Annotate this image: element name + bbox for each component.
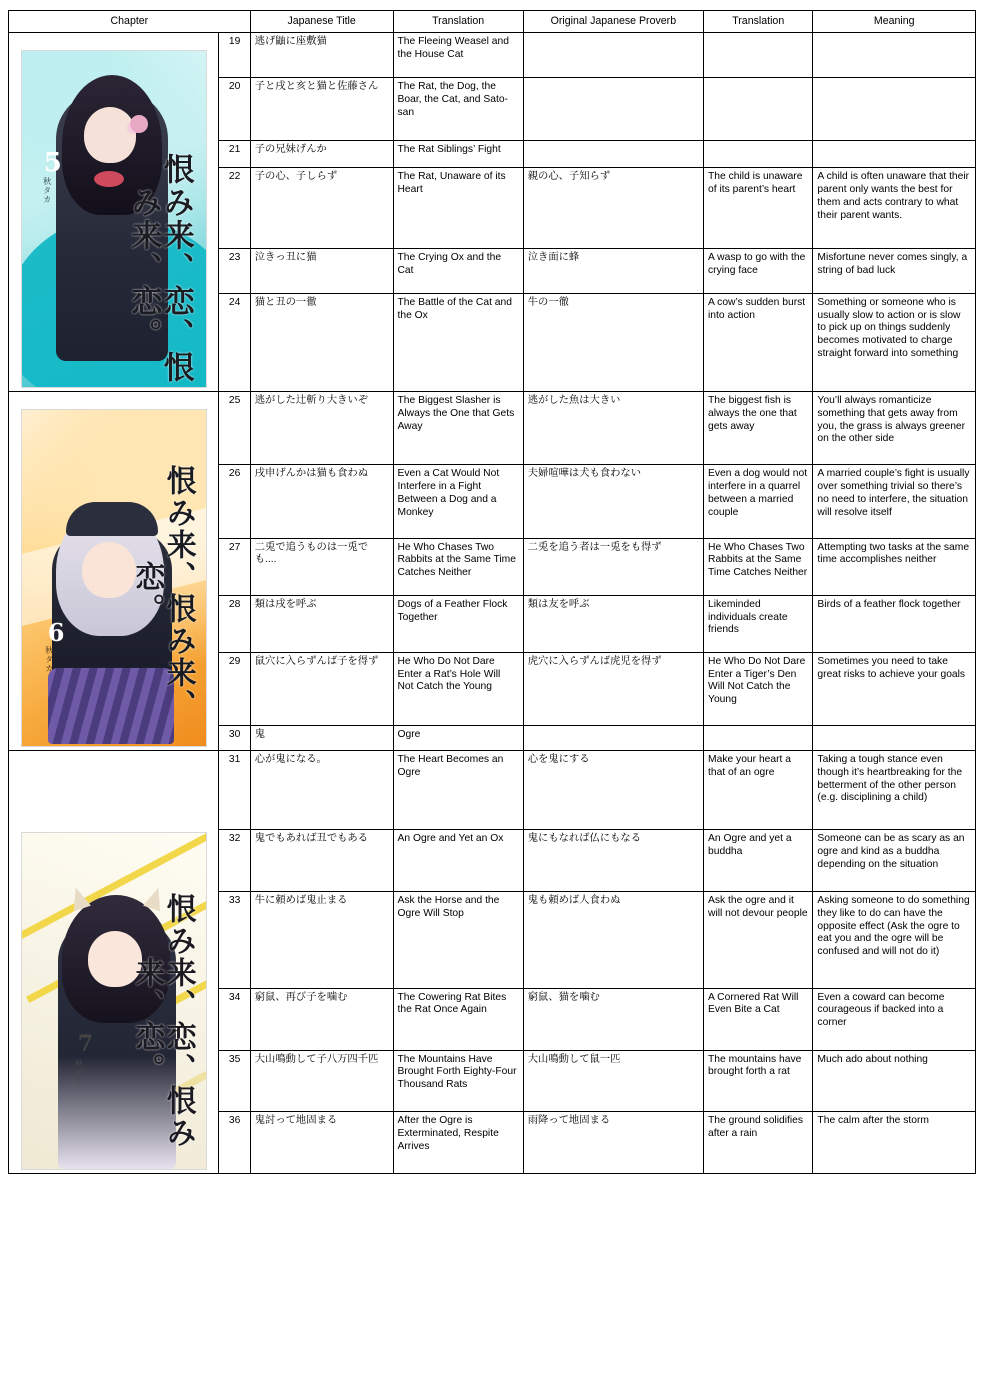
chapter-japanese-title: 大山鳴動して子八万四千匹 <box>250 1050 393 1112</box>
chapter-japanese-title: 逃がした辻斬り大きいぞ <box>250 392 393 465</box>
book-cover-volume-7 <box>21 832 207 1170</box>
chapter-japanese-title: 牛に頼めば鬼止まる <box>250 892 393 989</box>
proverb-meaning: Asking someone to do something they like to do can have the opposite effect (Ask the ogre to eat you and the ogre will be confused and will not do it) <box>813 892 976 989</box>
chapter-japanese-title: 鬼 <box>250 726 393 751</box>
cover-author-name: 秋タカ <box>44 646 54 674</box>
original-proverb: 心を鬼にする <box>523 751 703 830</box>
chapter-number: 24 <box>219 293 250 391</box>
proverb-meaning <box>813 78 976 141</box>
chapter-number: 19 <box>219 33 250 78</box>
original-proverb: 牛の一徹 <box>523 293 703 391</box>
chapter-japanese-title: 心が鬼になる。 <box>250 751 393 830</box>
book-cover-volume-6 <box>21 409 207 747</box>
column-header-translation: Translation <box>393 11 523 33</box>
proverb-translation: Even a dog would not interfere in a quarrel between a married couple <box>704 465 813 538</box>
chapter-number: 34 <box>219 988 250 1050</box>
cover-title-text: 恨み来、恋、恨み来、恋。 <box>129 893 196 1150</box>
chapter-translation: The Fleeing Weasel and the House Cat <box>393 33 523 78</box>
chapter-translation: Dogs of a Feather Flock Together <box>393 595 523 652</box>
proverb-translation <box>704 726 813 751</box>
proverb-meaning: Someone can be as scary as an ogre and kind as a buddha depending on the situation <box>813 830 976 892</box>
column-header-chapter: Chapter <box>9 11 251 33</box>
cover-author-name: 秋タカ <box>74 1059 84 1087</box>
table-row <box>9 33 976 78</box>
chapter-japanese-title: 鼠穴に入らずんば子を得ず <box>250 652 393 725</box>
original-proverb: 鬼も頼めば人食わぬ <box>523 892 703 989</box>
chapter-translation: Even a Cat Would Not Interfere in a Fight Between a Dog and a Monkey <box>393 465 523 538</box>
chapter-translation: An Ogre and Yet an Ox <box>393 830 523 892</box>
proverb-meaning <box>813 33 976 78</box>
chapter-translation: He Who Chases Two Rabbits at the Same Time Catches Neither <box>393 538 523 595</box>
proverb-translation: Ask the ogre and it will not devour people <box>704 892 813 989</box>
chapter-translation: The Rat, Unaware of its Heart <box>393 168 523 248</box>
proverb-translation: He Who Do Not Dare Enter a Tiger’s Den Will Not Catch the Young <box>704 652 813 725</box>
original-proverb: 夫婦喧嘩は犬も食わない <box>523 465 703 538</box>
proverb-translation <box>704 33 813 78</box>
proverb-translation: A wasp to go with the crying face <box>704 248 813 293</box>
original-proverb: 類は友を呼ぶ <box>523 595 703 652</box>
original-proverb: 親の心、子知らず <box>523 168 703 248</box>
chapter-japanese-title: 二兎で追うものは一兎でも.... <box>250 538 393 595</box>
original-proverb: 大山鳴動して鼠一匹 <box>523 1050 703 1112</box>
column-header-meaning: Meaning <box>813 11 976 33</box>
chapter-japanese-title: 類は戌を呼ぶ <box>250 595 393 652</box>
chapter-number: 31 <box>219 751 250 830</box>
chapter-translation: After the Ogre is Exterminated, Respite Arrives <box>393 1112 523 1174</box>
proverb-meaning: Taking a tough stance even though it’s heartbreaking for the betterment of the other person (e.g. disciplining a child) <box>813 751 976 830</box>
chapter-translation: The Heart Becomes an Ogre <box>393 751 523 830</box>
cover-character-bow <box>94 171 124 187</box>
proverb-meaning: A child is often unaware that their parent only wants the best for them and acts contrary to what their parent wants. <box>813 168 976 248</box>
original-proverb: 鬼にもなれば仏にもなる <box>523 830 703 892</box>
proverb-meaning: Attempting two tasks at the same time accomplishes neither <box>813 538 976 595</box>
chapter-translation: Ask the Horse and the Ogre Will Stop <box>393 892 523 989</box>
original-proverb: 泣き面に蜂 <box>523 248 703 293</box>
chapter-number: 28 <box>219 595 250 652</box>
proverb-meaning: You’ll always romanticize something that gets away from you, the grass is always greener on the other side <box>813 392 976 465</box>
original-proverb: 雨降って地固まる <box>523 1112 703 1174</box>
chapter-translation: The Battle of the Cat and the Ox <box>393 293 523 391</box>
book-cover-volume-5 <box>21 50 207 388</box>
cover-volume-number: 7 <box>77 1031 94 1058</box>
cover-volume-number: 6 <box>47 618 65 648</box>
volume-cover-cell-5 <box>9 33 219 392</box>
table-row <box>9 751 976 830</box>
chapter-translation: The Biggest Slasher is Always the One that Gets Away <box>393 392 523 465</box>
chapter-translation: The Cowering Rat Bites the Rat Once Again <box>393 988 523 1050</box>
chapter-number: 35 <box>219 1050 250 1112</box>
column-header-original-proverb: Original Japanese Proverb <box>523 11 703 33</box>
chapter-translation: He Who Do Not Dare Enter a Rat’s Hole Will Not Catch the Young <box>393 652 523 725</box>
cover-title-text: 恨み来、恋、恨み来、恋。 <box>125 152 194 384</box>
proverb-translation: The biggest fish is always the one that gets away <box>704 392 813 465</box>
chapter-japanese-title: 戌申げんかは猫も食わぬ <box>250 465 393 538</box>
chapter-number: 22 <box>219 168 250 248</box>
proverb-meaning: Birds of a feather flock together <box>813 595 976 652</box>
proverb-meaning: A married couple’s fight is usually over something trivial so there’s no need to interfere, the situation will resolve itself <box>813 465 976 538</box>
chapter-number: 25 <box>219 392 250 465</box>
chapter-translation: The Rat, the Dog, the Boar, the Cat, and Sato-san <box>393 78 523 141</box>
chapter-number: 21 <box>219 140 250 167</box>
cover-author-name: 秋タカ <box>42 177 52 205</box>
original-proverb: 逃がした魚は大きい <box>523 392 703 465</box>
chapter-translation: Ogre <box>393 726 523 751</box>
chapter-japanese-title: 子と戌と亥と猫と佐藤さん <box>250 78 393 141</box>
original-proverb <box>523 33 703 78</box>
cover-volume-number: 5 <box>43 148 62 179</box>
proverb-translation: Make your heart a that of an ogre <box>704 751 813 830</box>
proverb-meaning <box>813 140 976 167</box>
chapter-japanese-title: 猫と丑の一徹 <box>250 293 393 391</box>
proverb-translation: A Cornered Rat Will Even Bite a Cat <box>704 988 813 1050</box>
original-proverb <box>523 140 703 167</box>
proverb-translation <box>704 140 813 167</box>
table-row <box>9 392 976 465</box>
proverb-translation: He Who Chases Two Rabbits at the Same Time Catches Neither <box>704 538 813 595</box>
original-proverb: 窮鼠、猫を噛む <box>523 988 703 1050</box>
proverb-meaning: Misfortune never comes singly, a string of bad luck <box>813 248 976 293</box>
proverb-translation <box>704 78 813 141</box>
chapter-number: 27 <box>219 538 250 595</box>
proverb-translation: The child is unaware of its parent’s heart <box>704 168 813 248</box>
chapter-japanese-title: 鬼討って地固まる <box>250 1112 393 1174</box>
cover-flower-icon <box>130 115 148 133</box>
cover-character-face <box>82 542 136 598</box>
cover-title-text: 恨み来、恨み来、恋。 <box>129 465 196 722</box>
proverb-meaning: Even a coward can become courageous if backed into a corner <box>813 988 976 1050</box>
chapter-translation: The Crying Ox and the Cat <box>393 248 523 293</box>
chapter-number: 23 <box>219 248 250 293</box>
chapter-number: 20 <box>219 78 250 141</box>
proverb-translation: The mountains have brought forth a rat <box>704 1050 813 1112</box>
original-proverb <box>523 726 703 751</box>
chapter-japanese-title: 子の心、子しらず <box>250 168 393 248</box>
table-body <box>9 33 976 1174</box>
chapter-number: 36 <box>219 1112 250 1174</box>
chapter-japanese-title: 逃げ鼬に座敷猫 <box>250 33 393 78</box>
chapter-japanese-title: 鬼でもあれば丑でもある <box>250 830 393 892</box>
proverb-translation: A cow’s sudden burst into action <box>704 293 813 391</box>
proverb-translation: An Ogre and yet a buddha <box>704 830 813 892</box>
proverb-table <box>8 10 976 1174</box>
table-header <box>9 11 976 33</box>
chapter-number: 32 <box>219 830 250 892</box>
chapter-number: 30 <box>219 726 250 751</box>
volume-cover-cell-6 <box>9 392 219 751</box>
chapter-number: 26 <box>219 465 250 538</box>
proverb-meaning: Sometimes you need to take great risks to achieve your goals <box>813 652 976 725</box>
chapter-japanese-title: 泣きっ丑に猫 <box>250 248 393 293</box>
chapter-translation: The Rat Siblings’ Fight <box>393 140 523 167</box>
original-proverb <box>523 78 703 141</box>
table-header-row <box>9 11 976 33</box>
original-proverb: 虎穴に入らずんば虎児を得ず <box>523 652 703 725</box>
column-header-proverb-translation: Translation <box>704 11 813 33</box>
proverb-translation: Likeminded individuals create friends <box>704 595 813 652</box>
column-header-japanese-title: Japanese Title <box>250 11 393 33</box>
chapter-translation: The Mountains Have Brought Forth Eighty-Four Thousand Rats <box>393 1050 523 1112</box>
chapter-number: 29 <box>219 652 250 725</box>
proverb-meaning: Much ado about nothing <box>813 1050 976 1112</box>
volume-cover-cell-7 <box>9 751 219 1174</box>
proverb-meaning <box>813 726 976 751</box>
chapter-number: 33 <box>219 892 250 989</box>
original-proverb: 二兎を追う者は一兎をも得ず <box>523 538 703 595</box>
chapter-japanese-title: 子の兄妹げんか <box>250 140 393 167</box>
chapter-japanese-title: 窮鼠、再び子を噛む <box>250 988 393 1050</box>
proverb-meaning: Something or someone who is usually slow to action or is slow to pick up on things suddenly becomes motivated to charge straight forward into something <box>813 293 976 391</box>
proverb-translation: The ground solidifies after a rain <box>704 1112 813 1174</box>
proverb-meaning: The calm after the storm <box>813 1112 976 1174</box>
